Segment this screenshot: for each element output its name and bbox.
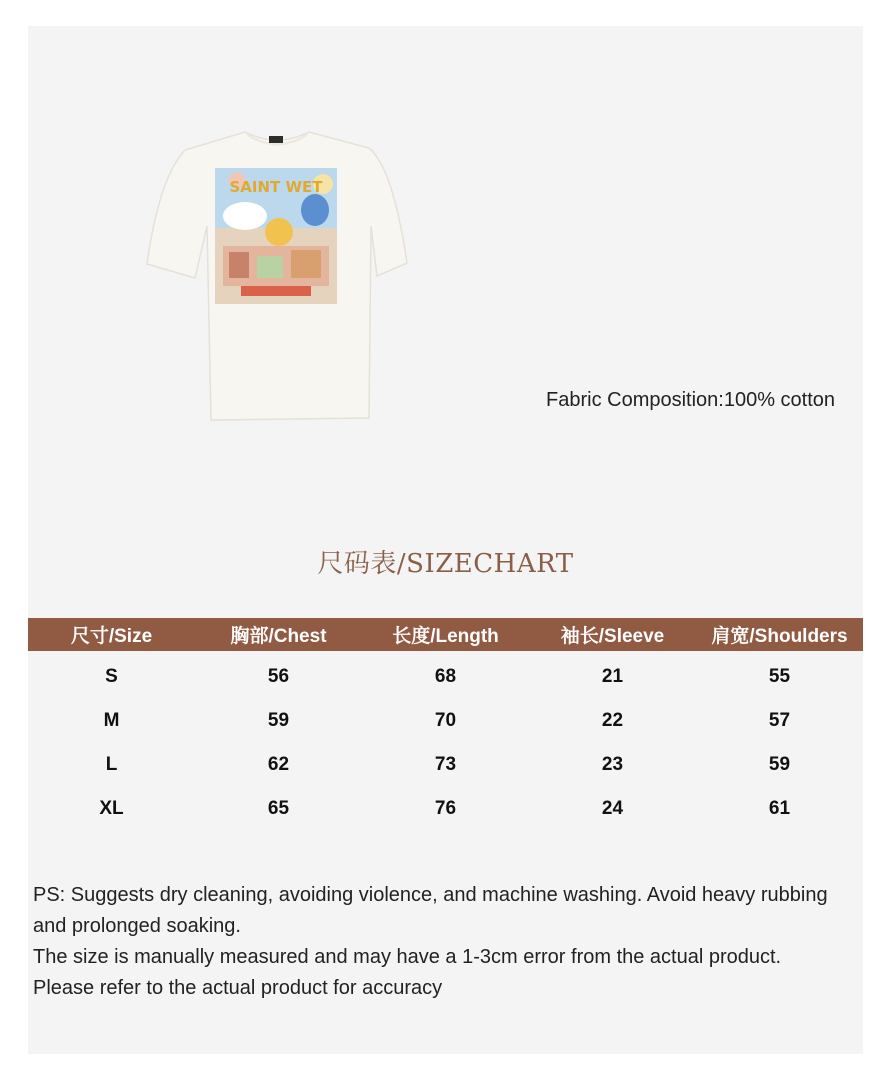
cell-shoulders: 61 xyxy=(768,798,791,819)
cell-shoulders: 59 xyxy=(768,754,791,775)
cell-sleeve: 24 xyxy=(601,798,624,819)
care-note-line: PS: Suggests dry cleaning, avoiding violence, and machine washing. Avoid heavy rubbing and prolonged soaking. xyxy=(33,884,828,937)
size-chart-title: 尺码表/SIZECHART xyxy=(317,549,574,579)
cell-shoulders: 57 xyxy=(768,710,791,731)
cell-size: M xyxy=(103,710,120,731)
header-size: 尺寸/Size xyxy=(28,618,195,651)
care-note-line: Please refer to the actual product for accuracy xyxy=(33,977,443,999)
cell-chest: 59 xyxy=(267,710,290,731)
size-chart-table xyxy=(28,618,863,831)
shirt-graphic-text: SAINT WET xyxy=(229,178,323,196)
cell-length: 70 xyxy=(434,710,457,731)
cell-size: S xyxy=(105,666,118,687)
header-chest: 胸部/Chest xyxy=(195,618,362,651)
cell-sleeve: 21 xyxy=(601,666,624,687)
cell-sleeve: 22 xyxy=(601,710,624,731)
header-length: 长度/Length xyxy=(362,618,529,651)
cell-size: XL xyxy=(99,798,124,819)
header-sleeve: 袖长/Sleeve xyxy=(529,618,696,651)
cell-chest: 65 xyxy=(267,798,290,819)
shirt-graphic xyxy=(215,168,337,304)
care-note-line: The size is manually measured and may have a 1-3cm error from the actual product. xyxy=(33,946,782,968)
cell-chest: 56 xyxy=(267,666,290,687)
table-row xyxy=(28,787,863,831)
cell-size: L xyxy=(105,754,118,775)
size-chart-header-row xyxy=(28,618,863,651)
table-row xyxy=(28,651,863,699)
cell-sleeve: 23 xyxy=(601,754,624,775)
tshirt-product-image xyxy=(145,128,410,423)
cell-length: 73 xyxy=(434,754,457,775)
cell-length: 68 xyxy=(434,666,457,687)
table-row xyxy=(28,743,863,787)
table-row xyxy=(28,699,863,743)
fabric-composition: Fabric Composition:100% cotton xyxy=(546,389,836,411)
header-shoulders: 肩宽/Shoulders xyxy=(696,618,863,651)
care-notes xyxy=(33,880,863,1004)
cell-chest: 62 xyxy=(267,754,290,775)
cell-length: 76 xyxy=(434,798,457,819)
cell-shoulders: 55 xyxy=(768,666,791,687)
